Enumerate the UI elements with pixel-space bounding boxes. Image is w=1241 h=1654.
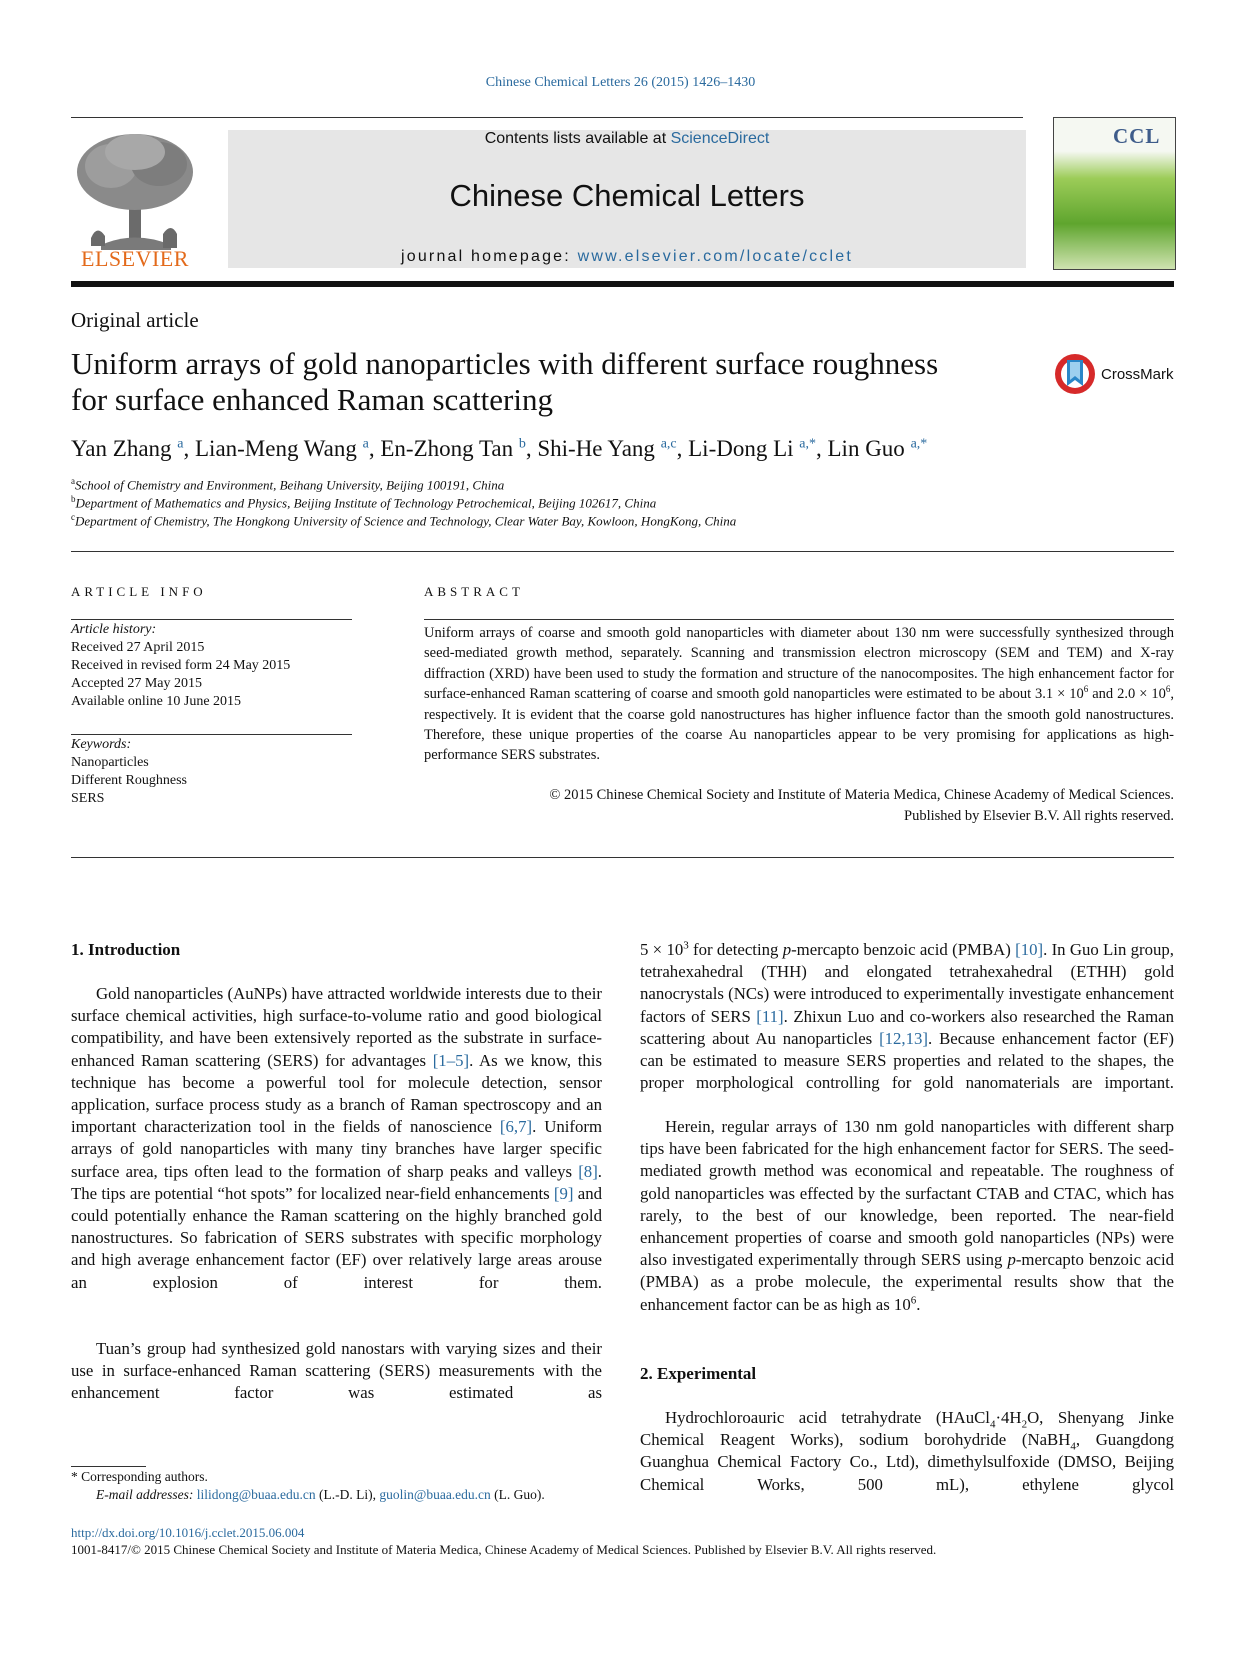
keyword-item: Different Roughness — [71, 773, 187, 788]
homepage-link[interactable]: www.elsevier.com/locate/cclet — [577, 248, 854, 265]
abstract-publisher: Published by Elsevier B.V. All rights reserved. — [904, 808, 1174, 824]
affiliation-c — [71, 512, 736, 529]
intro-heading: 1. Introduction — [71, 940, 181, 959]
citation-link[interactable]: [6,7] — [499, 1117, 533, 1137]
affiliation-mark: c — [71, 512, 75, 522]
author-name: Lian-Meng Wang — [195, 436, 357, 461]
text-run: , Guangdong Guanghua Chemical Factory Co., Ltd), dimethylsulfoxide (DMSO, Beijing Chemical Works, 500 mL), ethylene glycol — [640, 1430, 1174, 1494]
citation-link[interactable]: [9] — [553, 1183, 574, 1203]
history-item: Accepted 27 May 2015 — [71, 676, 203, 691]
author-affiliation-mark[interactable]: a,* — [910, 436, 928, 452]
journal-reference[interactable]: Chinese Chemical Letters 26 (2015) 1426–1430 — [485, 75, 756, 90]
text-run: . As we know, this technique has become a powerful tool for molecule detection, sensor application, surface process study as a branch of Raman spectroscopy and an important characterization tool in the fields of nanoscience — [71, 1050, 602, 1137]
text-run: . In Guo Lin group, tetrahexahedral (THH) and elongated tetrahexahedral (ETHH) gold nanocrystals (NCs) were introduced to experimentally investigate enhancement factors of SERS — [640, 940, 1174, 1026]
article-type: Original article — [71, 308, 199, 332]
footnote-rule — [71, 1466, 146, 1467]
author-affiliation-mark[interactable]: a — [362, 436, 369, 452]
keywords-rule — [71, 734, 352, 735]
email-owner: (L.-D. Li), — [315, 1487, 380, 1502]
affiliation-text: Department of Mathematics and Physics, Beijing Institute of Technology Petrochemical, Beijing 102617, China — [75, 495, 657, 511]
intro-paragraph-3 — [640, 939, 1174, 1094]
contents-line — [228, 130, 1026, 148]
intro-paragraph-2: Tuan’s group had synthesized gold nanostars with varying sizes and their use in surface-enhanced Raman scattering (SERS) measurements with the enhancement factor was estimated as — [71, 1339, 602, 1403]
text-run: O, Shenyang Jinke Chemical Reagent Works), sodium borohydride (NaBH — [640, 1408, 1174, 1450]
citation-link[interactable]: [11] — [756, 1006, 784, 1026]
exponent: 3 — [683, 939, 689, 952]
article-title-line2: for surface enhanced Raman scattering — [71, 382, 553, 417]
affiliation-mark: a — [71, 476, 75, 486]
affiliation-text: Department of Chemistry, The Hongkong University of Science and Technology, Clear Water Bay, Kowloon, HongKong, China — [75, 513, 737, 529]
experimental-heading: 2. Experimental — [640, 1364, 757, 1383]
subscript: 4 — [1070, 1440, 1076, 1453]
text-run: . Uniform arrays of gold nanoparticles with many tiny branches have larger specific surface area, tips often lead to the formation of sharp peaks and valleys — [71, 1117, 602, 1181]
exponent: 6 — [910, 1294, 917, 1307]
email-owner: (L. Guo). — [490, 1487, 545, 1502]
text-run: . — [916, 1294, 921, 1314]
subscript: 4 — [989, 1418, 996, 1431]
header-rule — [71, 117, 1023, 118]
author-affiliation-mark[interactable]: a,* — [799, 436, 816, 452]
text-run: Gold nanoparticles (AuNPs) have attracted worldwide interests due to their surface chemical activities, high surface-to-volume ratio and good biological compatibility, and have been extensively reported as the substrate in surface-enhanced Raman scattering (SERS) for advantages — [71, 984, 602, 1070]
text-run: and could potentially enhance the Raman scattering on the highly branched gold nanostructures. So fabrication of SERS substrates with specific morphology and high average enhancement factor (EF) over relatively large areas arouse an explosion of interest for them. — [71, 1183, 602, 1292]
abstract-text — [424, 623, 1174, 766]
homepage-prefix: journal homepage: — [400, 248, 578, 265]
email-link[interactable]: lilidong@buaa.edu.cn — [196, 1487, 316, 1502]
abstract-part: , respectively. It is evident that the coarse gold nanostructures has higher influence factor than the smooth gold nanostructures. Therefore, these unique properties of the coarse Au nanoparticles appear to be very promising for applications as high-performance SERS substrates. — [424, 686, 1174, 764]
abstract-part: Uniform arrays of coarse and smooth gold nanoparticles with diameter about 130 nm were successfully synthesized through seed-mediated growth method, separately. Scanning and transmission electron microscopy (SEM and TEM) and X-ray diffraction (XRD) have been used to study the formation and structure of the nanocomposites. The high enhancement factor for surface-enhanced Raman scattering of coarse and smooth gold nanoparticles were estimated to be about 3.1 × 10 — [424, 625, 1174, 703]
abstract-heading: ABSTRACT — [424, 584, 524, 599]
keyword-item: SERS — [71, 791, 105, 806]
section-rule — [71, 857, 1174, 858]
intro-paragraph-4 — [640, 1116, 1174, 1316]
italic-run: p — [782, 940, 792, 959]
history-item: Received 27 April 2015 — [71, 640, 205, 655]
intro-paragraph-1 — [71, 983, 602, 1294]
citation-link[interactable]: [8] — [578, 1161, 598, 1181]
journal-homepage — [228, 248, 1026, 266]
cover-title: CCL — [1113, 124, 1161, 148]
citation-link[interactable]: [12,13] — [879, 1028, 928, 1048]
author-name: Shi-He Yang — [537, 436, 655, 461]
abstract-exponent: 6 — [1083, 684, 1089, 695]
article-title-line1: Uniform arrays of gold nanoparticles with different surface roughness — [71, 346, 939, 381]
author-affiliation-mark[interactable]: a,c — [660, 436, 677, 452]
contents-prefix: Contents lists available at — [484, 130, 671, 147]
text-run: -mercapto benzoic acid (PMBA) as a probe molecule, the experimental results show that the enhancement factor can be as high as 10 — [640, 1250, 1174, 1314]
text-run: Herein, regular arrays of 130 nm gold nanoparticles with different sharp tips have been fabricated for the high enhancement factor for SERS. The seed-mediated growth method was economical and repeatable. The roughness of gold nanoparticles was effected by the surfactant CTAB and CTAC, which has rarely, to the best of our knowledge, been reported. The near-field enhancement properties of coarse and smooth gold nanoparticles (NPs) were also investigated experimentally through SERS using — [640, 1117, 1174, 1270]
email-addresses — [96, 1487, 545, 1503]
author-list: Yan Zhang $^a$, Lian-Meng Wang $^a$, En-Zhong Tan $^b$, Shi-He Yang $^{a,c}$, Li-Dong Li $^{a,*}$, Lin Guo $^{a,*}$ — [71, 436, 928, 461]
journal-title: Chinese Chemical Letters — [449, 178, 805, 213]
author-affiliation-mark[interactable]: b — [518, 436, 526, 452]
article-info-rule — [71, 619, 352, 620]
abstract-exponent: 6 — [1165, 684, 1171, 695]
text-run: ·4H — [995, 1408, 1022, 1427]
text-run: for detecting — [688, 940, 783, 959]
abstract-copyright: © 2015 Chinese Chemical Society and Institute of Materia Medica, Chinese Academy of Medical Sciences. — [549, 787, 1174, 803]
section-rule — [71, 551, 1174, 552]
article-info-heading: ARTICLE INFO — [71, 584, 207, 599]
text-run: . Zhixun Luo and co-workers also researched the Raman scattering about Au nanoparticles — [640, 1006, 1174, 1048]
header-thick-bar — [71, 281, 1174, 287]
text-run: . The tips are potential “hot spots” for localized near-field enhancements — [71, 1161, 602, 1203]
citation-link[interactable]: [10] — [1015, 940, 1044, 959]
affiliation-mark: b — [71, 494, 76, 504]
keywords-label: Keywords: — [71, 737, 132, 752]
crossmark-label[interactable]: CrossMark — [1101, 366, 1174, 383]
elsevier-wordmark: ELSEVIER — [81, 246, 189, 271]
text-run: 5 × 10 — [640, 940, 684, 959]
corresponding-authors-note: * Corresponding authors. — [71, 1469, 208, 1484]
history-item: Received in revised form 24 May 2015 — [71, 658, 291, 673]
affiliation-b — [71, 494, 656, 511]
subscript: 2 — [1021, 1418, 1028, 1431]
experimental-paragraph-1 — [640, 1407, 1174, 1496]
email-link[interactable]: guolin@buaa.edu.cn — [379, 1487, 491, 1502]
italic-run: p — [1007, 1250, 1016, 1270]
text-run: Hydrochloroauric acid tetrahydrate (HAuCl — [665, 1408, 990, 1427]
author-name: Yan Zhang — [71, 436, 172, 461]
author-affiliation-mark[interactable]: a — [177, 436, 184, 452]
history-label: Article history: — [71, 622, 157, 637]
sciencedirect-link[interactable]: ScienceDirect — [670, 130, 770, 147]
author-name: En-Zhong Tan — [380, 436, 514, 461]
affiliation-text: School of Chemistry and Environment, Beihang University, Beijing 100191, China — [75, 477, 505, 493]
crossmark-icon[interactable] — [1053, 352, 1097, 396]
issn-copyright-line: 1001-8417/© 2015 Chinese Chemical Society and Institute of Materia Medica, Chinese Academy of Medical Sciences. Published by Elsevier B.V. All rights reserved. — [71, 1542, 937, 1557]
author-name: Li-Dong Li — [688, 436, 794, 461]
doi-link[interactable]: http://dx.doi.org/10.1016/j.cclet.2015.06.004 — [71, 1525, 305, 1540]
history-item: Available online 10 June 2015 — [71, 694, 242, 709]
abstract-part: and 2.0 × 10 — [1088, 686, 1166, 703]
affiliation-a — [71, 476, 504, 493]
abstract-rule — [424, 619, 1174, 620]
keyword-item: Nanoparticles — [71, 755, 149, 770]
text-run: -mercapto benzoic acid (PMBA) — [791, 940, 1016, 959]
author-name: Lin Guo — [827, 436, 905, 461]
text-run: . Because enhancement factor (EF) can be estimated to measure SERS properties and related to the shapes, the proper morphological controlling for gold nanomaterials are important. — [640, 1028, 1175, 1093]
email-label: E-mail addresses: — [96, 1487, 197, 1502]
citation-link[interactable]: [1–5] — [432, 1050, 470, 1070]
